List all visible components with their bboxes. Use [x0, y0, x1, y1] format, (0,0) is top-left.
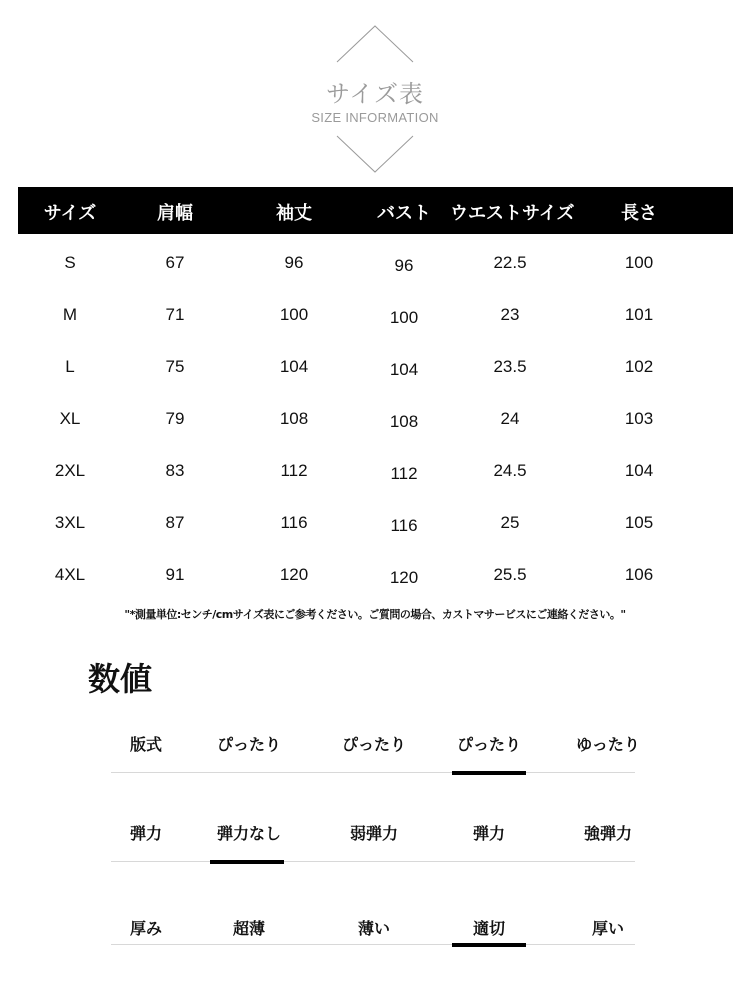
table-cell: L: [65, 357, 75, 376]
table-cell: 91: [165, 565, 185, 584]
table-cell: 2XL: [54, 461, 86, 480]
table-cell: 116: [390, 516, 418, 535]
table-cell: 23: [500, 305, 520, 324]
table-row: [18, 494, 733, 546]
table-cell: XL: [59, 409, 81, 428]
table-cell: 100: [624, 253, 654, 272]
table-row: [18, 234, 733, 286]
top-chevron-icon: [337, 26, 413, 62]
table-row: [18, 338, 733, 390]
table-cell: 112: [280, 461, 308, 480]
table-cell: 120: [279, 565, 309, 584]
table-row: [18, 546, 733, 598]
selected-indicator: [452, 771, 526, 775]
table-cell: 22.5: [493, 253, 527, 272]
table-cell: 24: [500, 409, 520, 428]
table-cell: 104: [279, 357, 309, 376]
selected-indicator: [452, 943, 526, 947]
spec-label: 厚み: [129, 919, 162, 938]
table-cell: 100: [389, 308, 419, 327]
spec-option: ぴったり: [341, 735, 406, 754]
table-row: [18, 286, 733, 338]
table-row: [18, 390, 733, 442]
header-cell: 袖丈: [276, 203, 312, 224]
table-cell: 25: [500, 513, 520, 532]
table-header: [18, 187, 733, 234]
table-cell: 105: [624, 513, 654, 532]
table-cell: M: [62, 305, 78, 324]
spec-option: 弱弾力: [349, 824, 398, 843]
table-cell: 4XL: [54, 565, 86, 584]
spec-row-elasticity: [111, 821, 635, 862]
spec-option: 弾力なし: [216, 824, 281, 843]
spec-option: 適切: [472, 919, 505, 938]
spec-label: 弾力: [129, 824, 162, 843]
selected-indicator: [210, 860, 284, 864]
spec-option: 弾力: [472, 824, 505, 843]
spec-option: 厚い: [591, 919, 624, 938]
spec-option: ぴったり: [456, 735, 521, 754]
spec-label: 版式: [129, 735, 162, 754]
table-cell: 71: [165, 305, 185, 324]
header-cell: 肩幅: [157, 203, 193, 224]
bottom-chevron-icon: [337, 136, 413, 172]
table-cell: 79: [165, 409, 185, 428]
header-cell: サイズ: [43, 203, 97, 224]
table-cell: 75: [165, 357, 185, 376]
table-cell: 101: [624, 305, 654, 324]
table-cell: 25.5: [493, 565, 527, 584]
table-cell: 23.5: [493, 357, 527, 376]
table-cell: 108: [389, 412, 419, 431]
table-row: [18, 442, 733, 494]
table-cell: 96: [394, 256, 414, 275]
table-cell: 67: [165, 253, 185, 272]
spec-option: 薄い: [357, 919, 390, 938]
size-chart-title: サイズ表: [325, 80, 425, 108]
table-cell: 112: [390, 464, 418, 483]
table-cell: 24.5: [493, 461, 527, 480]
size-table: [18, 187, 733, 598]
table-cell: 108: [279, 409, 309, 428]
specs-title: 数値: [88, 660, 153, 698]
table-cell: 116: [280, 513, 308, 532]
spec-option: ゆったり: [576, 735, 640, 754]
header-cell: バスト: [377, 203, 431, 224]
spec-option: 超薄: [232, 919, 265, 938]
table-cell: 104: [389, 360, 419, 379]
table-cell: 104: [624, 461, 654, 480]
table-cell: 83: [165, 461, 185, 480]
header-cell: 長さ: [621, 203, 657, 224]
table-cell: 120: [389, 568, 419, 587]
spec-option: 強弾力: [583, 824, 632, 843]
table-cell: 106: [624, 565, 654, 584]
table-cell: 102: [624, 357, 654, 376]
table-cell: 100: [279, 305, 309, 324]
spec-row-thickness: [111, 916, 635, 945]
size-chart-subtitle: SIZE INFORMATION: [311, 110, 439, 125]
header-cell: ウエストサイズ: [450, 203, 575, 224]
table-cell: 96: [284, 253, 304, 272]
table-cell: 87: [165, 513, 185, 532]
measurement-note: "*測量単位:センチ/cmサイズ表にご参考ください。ご質問の場合、カストマサービスにご連絡ください。": [124, 608, 626, 621]
spec-option: ぴったり: [216, 735, 281, 754]
table-cell: 103: [624, 409, 654, 428]
table-cell: S: [64, 253, 76, 272]
table-cell: 3XL: [54, 513, 86, 532]
spec-row-fit: [111, 732, 640, 773]
